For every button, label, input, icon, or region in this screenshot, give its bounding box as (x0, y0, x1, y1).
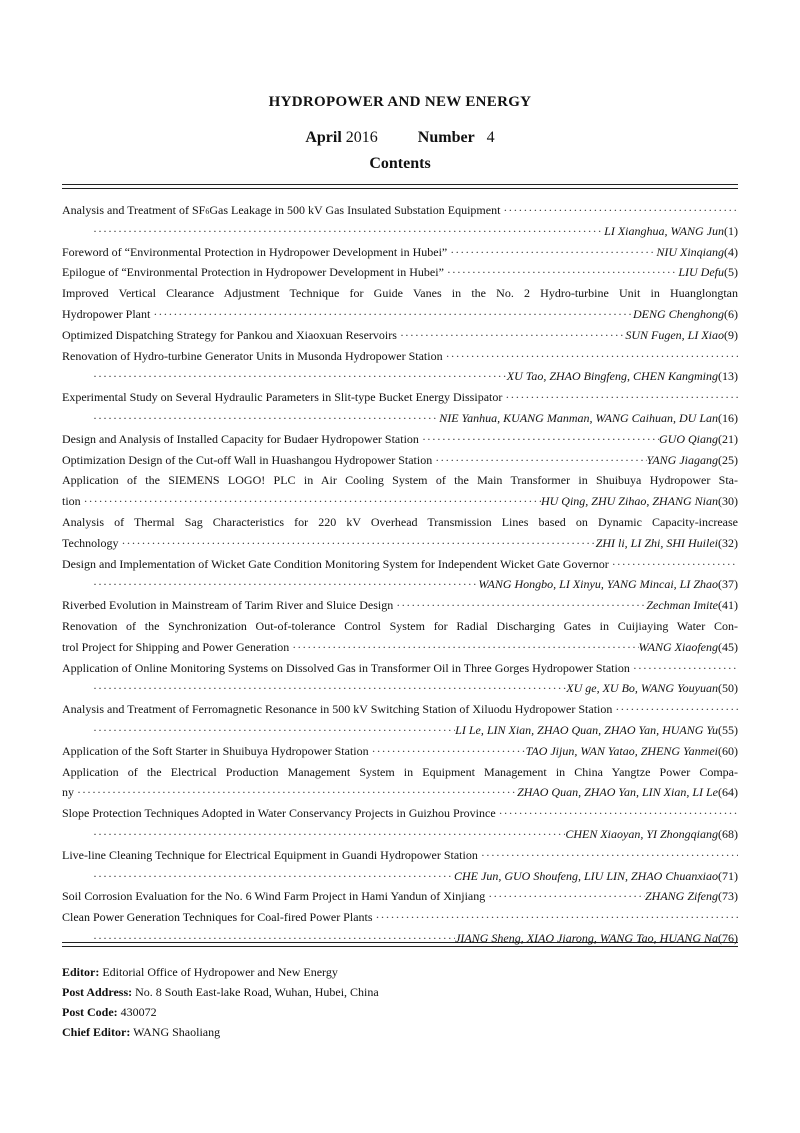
leader-dots (502, 387, 738, 408)
toc-entry (62, 470, 738, 512)
issue-month: April (305, 129, 342, 146)
leader-dots (500, 200, 738, 221)
entry-page: (50) (718, 681, 738, 696)
entry-authors: JIANG Sheng, XIAO Jiarong, WANG Tao, HUANG Na (455, 930, 718, 945)
entry-authors: HU Qing, ZHU Zihao, ZHANG Nian (540, 494, 718, 509)
entry-authors: ZHANG Zifeng (644, 889, 718, 904)
entry-authors: LI Le, LIN Xian, ZHAO Quan, ZHAO Yan, HUANG Yu (455, 722, 718, 737)
editor-value: Editorial Office of Hydropower and New Energy (102, 965, 338, 979)
entry-title: Analysis and Treatment of SF (62, 203, 206, 217)
entry-title: Design and Analysis of Installed Capacity for Budaer Hydropower Station (62, 431, 419, 446)
entry-line (62, 741, 738, 762)
entry-line (62, 907, 738, 928)
toc-entry (62, 450, 738, 471)
address-row (62, 982, 379, 1002)
entry-title: Application of Online Monitoring Systems on Dissolved Gas in Transformer Oil in Three Gorges Hydropower Station (62, 660, 630, 675)
toc-entry (62, 886, 738, 907)
entry-line (62, 366, 738, 387)
entry-page: (64) (718, 785, 738, 800)
entry-title-cont: trol Project for Shipping and Power Generation (62, 639, 290, 654)
leader-dots (443, 346, 738, 367)
entry-authors: WANG Xiaofeng (638, 639, 718, 654)
entry-title: Epilogue of “Environmental Protection in Hydropower Development in Hubei” (62, 265, 444, 280)
entry-page: (60) (718, 743, 738, 758)
toc-entry (62, 512, 738, 554)
entry-line (62, 595, 738, 616)
entry-line (62, 304, 738, 325)
leader-dots (432, 450, 646, 471)
entry-authors: CHEN Xiaoyan, YI Zhongqiang (565, 826, 718, 841)
entry-page: (73) (718, 889, 738, 904)
leader-dots (444, 262, 678, 283)
leader-dots (478, 845, 738, 866)
entry-page: (1) (724, 223, 738, 238)
entry-page: (76) (718, 930, 738, 945)
entry-authors: GUO Qiang (659, 431, 718, 446)
entry-line (62, 616, 738, 637)
leader-dots (289, 637, 638, 658)
entry-line (62, 325, 738, 346)
leader-dots (630, 658, 738, 679)
entry-authors: LI Xianghua, WANG Jun (604, 223, 724, 238)
entry-line (62, 346, 738, 367)
issue-number: 4 (486, 129, 495, 146)
entry-authors: NIU Xinqiang (656, 244, 724, 259)
toc-entry (62, 803, 738, 845)
leader-dots (609, 554, 738, 575)
leader-dots (90, 366, 507, 387)
entry-line (62, 512, 738, 533)
entry-title: Live-line Cleaning Technique for Electrical Equipment in Guandi Hydropower Station (62, 847, 478, 862)
entry-page: (21) (718, 431, 738, 446)
top-rule-thin (62, 188, 738, 189)
entry-line (62, 762, 738, 783)
entry-line (62, 678, 738, 699)
entry-title-cont: tion (62, 494, 81, 509)
entry-line (62, 866, 738, 887)
toc-entry (62, 554, 738, 596)
entry-page: (68) (718, 826, 738, 841)
entry-line (62, 470, 738, 491)
bottom-rule-thin (62, 946, 738, 947)
entry-title: Soil Corrosion Evaluation for the No. 6 Wind Farm Project in Hami Yandun of Xinjiang (62, 889, 486, 904)
leader-dots (74, 782, 517, 803)
issue-line (0, 129, 800, 147)
toc-entry (62, 616, 738, 658)
entry-page: (32) (718, 535, 738, 550)
entry-title-cont: ny (62, 785, 74, 800)
leader-dots (90, 678, 566, 699)
toc-entry (62, 346, 738, 388)
entry-authors: Zechman Imite (646, 598, 718, 613)
entry-line (62, 658, 738, 679)
address-value: No. 8 South East-lake Road, Wuhan, Hubei, China (135, 985, 379, 999)
entry-authors: NIE Yanhua, KUANG Manman, WANG Caihuan, DU Lan (439, 410, 718, 425)
entry-title-rest: Gas Leakage in 500 kV Gas Insulated Substation Equipment (209, 203, 501, 217)
entry-title-cont: Technology (62, 535, 119, 550)
entry-page: (41) (718, 598, 738, 613)
entry-line (62, 533, 738, 554)
entry-title: Application of the Soft Starter in Shuibuya Hydropower Station (62, 743, 369, 758)
leader-dots (118, 533, 595, 554)
entry-line (62, 720, 738, 741)
entry-title-cont: Hydropower Plant (62, 306, 151, 321)
entry-title: Riverbed Evolution in Mainstream of Tarim River and Sluice Design (62, 598, 394, 613)
entry-title: Experimental Study on Several Hydraulic Parameters in Slit-type Bucket Energy Dissipator (62, 390, 503, 405)
entry-authors: DENG Chenghong (633, 306, 724, 321)
entry-line (62, 886, 738, 907)
entry-line (62, 699, 738, 720)
toc-entry (62, 283, 738, 325)
toc-entry (62, 429, 738, 450)
entry-title: Slope Protection Techniques Adopted in Water Conservancy Projects in Guizhou Province (62, 806, 496, 821)
leader-dots (393, 595, 646, 616)
toc-entry (62, 200, 738, 242)
entry-page: (30) (718, 494, 738, 509)
entry-line (62, 574, 738, 595)
top-rule (62, 184, 738, 185)
toc-entry (62, 242, 738, 263)
chief-editor-label: Chief Editor: (62, 1025, 131, 1039)
entry-line (62, 824, 738, 845)
entry-line (62, 782, 738, 803)
postcode-row (62, 1002, 379, 1022)
toc-entry (62, 595, 738, 616)
address-label: Post Address: (62, 985, 133, 999)
leader-dots (447, 242, 656, 263)
chief-editor-value: WANG Shaoliang (133, 1025, 221, 1039)
entry-authors: SUN Fugen, LI Xiao (625, 327, 724, 342)
entry-title: Renovation of the Synchronization Out-of-tolerance Control System for Radial Discharging Gates in Cuijiaying Water Con- (62, 618, 738, 633)
leader-dots (150, 304, 633, 325)
entry-page: (6) (724, 306, 738, 321)
leader-dots (90, 221, 604, 242)
entry-line: Analysis and Treatment of SF 6 Gas Leakage in 500 kV Gas Insulated Substation Equipment ····· (62, 200, 738, 221)
toc-entry (62, 741, 738, 762)
entry-page: (16) (718, 410, 738, 425)
chief-editor-row (62, 1022, 379, 1042)
editor-label: Editor: (62, 965, 100, 979)
entry-authors: CHE Jun, GUO Shoufeng, LIU LIN, ZHAO Chuanxiao (454, 868, 718, 883)
entry-authors: XU Tao, ZHAO Bingfeng, CHEN Kangming (506, 369, 718, 384)
leader-dots (90, 408, 439, 429)
postcode-label: Post Code: (62, 1005, 118, 1019)
entry-line (62, 429, 738, 450)
entry-line (62, 637, 738, 658)
bottom-rule (62, 942, 738, 943)
entry-title: Improved Vertical Clearance Adjustment Technique for Guide Vanes in the No. 2 Hydro-turbine Unit in Huanglongtan (62, 286, 738, 301)
entry-authors: ZHI li, LI Zhi, SHI Huilei (595, 535, 718, 550)
entry-title: Foreword of “Environmental Protection in Hydropower Development in Hubei” (62, 244, 448, 259)
entry-authors: ZHAO Quan, ZHAO Yan, LIN Xian, LI Le (517, 785, 718, 800)
toc-entry (62, 262, 738, 283)
leader-dots (612, 699, 738, 720)
entry-page: (37) (718, 577, 738, 592)
entry-title: Optimization Design of the Cut-off Wall in Huashangou Hydropower Station (62, 452, 433, 467)
leader-dots (90, 824, 565, 845)
entry-page: (13) (718, 369, 738, 384)
entry-line (62, 845, 738, 866)
leader-dots (496, 803, 738, 824)
postcode-value: 430072 (120, 1005, 157, 1019)
leader-dots (373, 907, 738, 928)
entry-title: Analysis and Treatment of Ferromagnetic Resonance in 500 kV Switching Station of Xiluodu Hydropower Station (62, 702, 613, 717)
leader-dots (419, 429, 659, 450)
entry-authors: XU ge, XU Bo, WANG Youyuan (566, 681, 718, 696)
entry-page: (45) (718, 639, 738, 654)
entry-page: (25) (718, 452, 738, 467)
entry-page: (55) (718, 722, 738, 737)
entry-page: (5) (724, 265, 738, 280)
entry-authors: TAO Jijun, WAN Yatao, ZHENG Yanmei (525, 743, 718, 758)
entry-authors: WANG Hongbo, LI Xinyu, YANG Mincai, LI Zhao (478, 577, 718, 592)
masthead-footer (62, 962, 379, 1042)
entry-title: Optimized Dispatching Strategy for Pankou and Xiaoxuan Reservoirs (62, 327, 397, 342)
toc-entry (62, 325, 738, 346)
entry-title: Application of the SIEMENS LOGO! PLC in Air Cooling System of the Main Transformer in Shuibuya Hydropower Sta- (62, 473, 738, 488)
entry-line (62, 803, 738, 824)
leader-dots (90, 720, 455, 741)
leader-dots (485, 886, 645, 907)
entry-line (62, 262, 738, 283)
entry-title: Analysis of Thermal Sag Characteristics for 220 kV Overhead Transmission Lines based on Dynamic Capacity-increase (62, 514, 738, 529)
entry-line (62, 408, 738, 429)
entry-line (62, 221, 738, 242)
entry-line (62, 491, 738, 512)
entry-page: (4) (724, 244, 738, 259)
toc-entry (62, 762, 738, 804)
journal-title: HYDROPOWER AND NEW ENERGY (268, 94, 532, 110)
leader-dots (397, 325, 625, 346)
issue-year: 2016 (345, 129, 378, 146)
entry-line (62, 242, 738, 263)
editor-row (62, 962, 379, 982)
leader-dots (90, 574, 478, 595)
toc-entry (62, 699, 738, 741)
entry-line (62, 450, 738, 471)
entry-title: Design and Implementation of Wicket Gate Condition Monitoring System for Independent Wicket Gate Governor (62, 556, 609, 571)
toc-entry (62, 387, 738, 429)
entry-line (62, 283, 738, 304)
entry-title: Application of the Electrical Production Management System in Equipment Management in China Yangtze Power Compa- (62, 764, 738, 779)
issue-number-label: Number (417, 129, 475, 146)
contents-title: Contents (369, 155, 431, 172)
toc-entry (62, 658, 738, 700)
entry-line (62, 387, 738, 408)
table-of-contents (62, 200, 738, 949)
leader-dots (369, 741, 526, 762)
leader-dots (90, 866, 454, 887)
entry-page: (71) (718, 868, 738, 883)
leader-dots (81, 491, 541, 512)
entry-title: Clean Power Generation Techniques for Coal-fired Power Plants (62, 910, 373, 925)
entry-title: Renovation of Hydro-turbine Generator Units in Musonda Hydropower Station (62, 348, 443, 363)
toc-entry (62, 845, 738, 887)
entry-authors: YANG Jiagang (646, 452, 718, 467)
entry-line (62, 554, 738, 575)
entry-page: (9) (724, 327, 738, 342)
entry-authors: LIU Defu (678, 265, 724, 280)
